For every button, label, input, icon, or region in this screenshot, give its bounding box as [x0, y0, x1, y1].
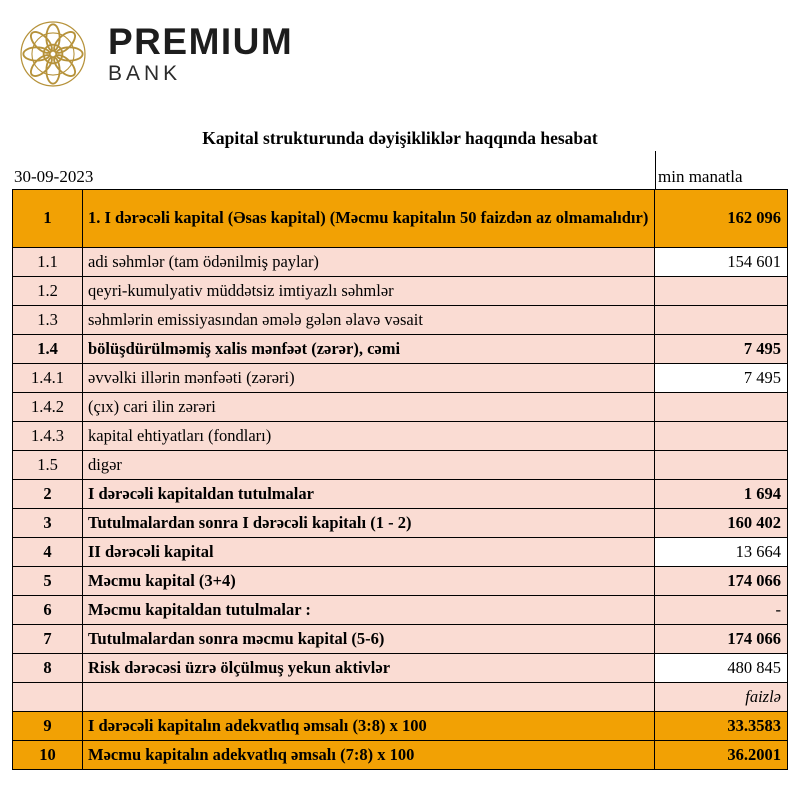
report-title: Kapital strukturunda dəyişikliklər haqqında hesabat: [202, 128, 598, 148]
table-row: [13, 625, 787, 654]
table-row: [13, 480, 787, 509]
table-row: [13, 335, 787, 364]
row-label: Tutulmalardan sonra məcmu kapital (5-6): [83, 625, 655, 654]
row-number: 3: [13, 509, 83, 538]
row-label: I dərəcəli kapitalın adekvatlıq əmsalı (3:8) x 100: [83, 712, 655, 741]
row-value: [655, 451, 787, 480]
table-row: [13, 741, 787, 770]
table-row: [13, 567, 787, 596]
row-label: Məcmu kapitaldan tutulmalar :: [83, 596, 655, 625]
row-number: 1.2: [13, 277, 83, 306]
row-number: 1.3: [13, 306, 83, 335]
row-value: 7 495: [655, 335, 787, 364]
row-value: 174 066: [655, 567, 787, 596]
row-number: 1.4.3: [13, 422, 83, 451]
row-number: 10: [13, 741, 83, 770]
table-row: [13, 683, 787, 712]
row-value: faizlə: [655, 683, 787, 712]
report-date: 30-09-2023: [14, 167, 94, 186]
row-label: (çıx) cari ilin zərəri: [83, 393, 655, 422]
row-label: səhmlərin emissiyasından əmələ gələn əlavə vəsait: [83, 306, 655, 335]
row-number: 5: [13, 567, 83, 596]
row-value: 160 402: [655, 509, 787, 538]
row-number: 1.4.1: [13, 364, 83, 393]
row-label: kapital ehtiyatları (fondları): [83, 422, 655, 451]
table-row: [13, 509, 787, 538]
row-label: Risk dərəcəsi üzrə ölçülmuş yekun aktivlər: [83, 654, 655, 683]
unit-label: min manatla: [655, 151, 788, 189]
row-label: Məcmu kapital (3+4): [83, 567, 655, 596]
brand-subname: BANK: [108, 61, 182, 85]
table-row: [13, 277, 787, 306]
row-value: 36.2001: [655, 741, 787, 770]
row-label: bölüşdürülməmiş xalis mənfəət (zərər), cəmi: [83, 335, 655, 364]
row-number: 7: [13, 625, 83, 654]
table-row: [13, 393, 787, 422]
row-label: adi səhmlər (tam ödənilmiş paylar): [83, 248, 655, 277]
row-label: əvvəlki illərin mənfəəti (zərəri): [83, 364, 655, 393]
row-label: [83, 683, 655, 712]
row-value: [655, 393, 787, 422]
row-label: I dərəcəli kapitaldan tutulmalar: [83, 480, 655, 509]
table-row: [13, 538, 787, 567]
brand-header: [12, 6, 788, 98]
row-number: 1: [13, 190, 83, 248]
row-number: 6: [13, 596, 83, 625]
row-number: 1.5: [13, 451, 83, 480]
row-value: 1 694: [655, 480, 787, 509]
row-number: 2: [13, 480, 83, 509]
report-meta: [12, 151, 788, 189]
row-value: 13 664: [655, 538, 787, 567]
row-label: qeyri-kumulyativ müddətsiz imtiyazlı səhmlər: [83, 277, 655, 306]
row-number: 4: [13, 538, 83, 567]
row-value: [655, 277, 787, 306]
table-row: [13, 248, 787, 277]
row-value: 33.3583: [655, 712, 787, 741]
capital-table: [12, 189, 788, 770]
row-number: 8: [13, 654, 83, 683]
table-row: [13, 712, 787, 741]
table-row: [13, 190, 787, 248]
row-value: [655, 306, 787, 335]
row-label: Tutulmalardan sonra I dərəcəli kapitalı (1 - 2): [83, 509, 655, 538]
row-label: Məcmu kapitalın adekvatlıq əmsalı (7:8) x 100: [83, 741, 655, 770]
table-row: [13, 364, 787, 393]
row-value: 7 495: [655, 364, 787, 393]
row-label: 1. I dərəcəli kapital (Əsas kapital) (Məcmu kapitalın 50 faizdən az olmamalıdır): [83, 190, 655, 248]
table-row: [13, 306, 787, 335]
row-value: 480 845: [655, 654, 787, 683]
table-row: [13, 596, 787, 625]
row-label: digər: [83, 451, 655, 480]
table-row: [13, 422, 787, 451]
bank-logo-icon: [14, 15, 92, 93]
brand-name: PREMIUM: [108, 21, 294, 63]
row-number: 1.1: [13, 248, 83, 277]
table-row: [13, 654, 787, 683]
row-value: -: [655, 596, 787, 625]
table-row: [13, 451, 787, 480]
row-value: 162 096: [655, 190, 787, 248]
row-number: 1.4.2: [13, 393, 83, 422]
row-number: 1.4: [13, 335, 83, 364]
brand-text: [108, 23, 293, 85]
row-value: 154 601: [655, 248, 787, 277]
row-number: [13, 683, 83, 712]
row-number: 9: [13, 712, 83, 741]
row-value: [655, 422, 787, 451]
row-label: II dərəcəli kapital: [83, 538, 655, 567]
row-value: 174 066: [655, 625, 787, 654]
